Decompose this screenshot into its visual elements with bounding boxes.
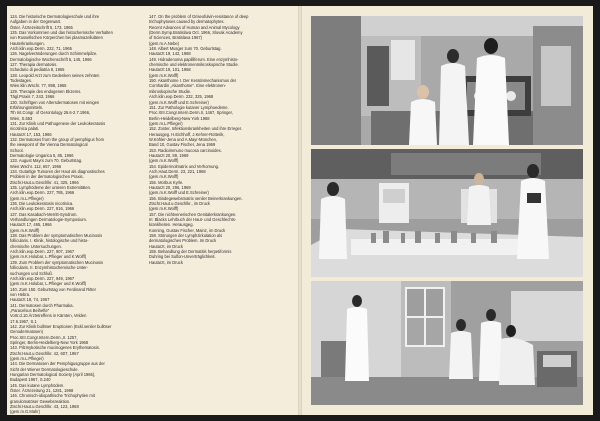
publication-line: Vortr.d.10.Ärztetreffens in Kärnten, Velden	[10, 313, 87, 319]
publication-line: 149. Hidradenoma papilliferum. Eine enzymhisto-	[149, 56, 239, 62]
clinic-treatment-room-photo	[311, 281, 583, 405]
publication-line: Problem in der dermatologischen Praxis.	[10, 174, 84, 180]
publication-line: (gem.m.K.Wolff)	[149, 174, 179, 180]
publication-line: 124. Die historische Dermatologieschule und ihre	[10, 14, 100, 19]
publication-line: Ztschr.Haut.u.Geschlkr. 41, 325, 1966	[10, 179, 79, 185]
publication-line: 150. Akanthome I. Der Keratinmechanismus der	[149, 78, 237, 84]
publication-line: 125. Das Vorkommen und das histochemische Verhalten	[10, 30, 113, 36]
publication-line: 17.6.1967, S.1	[10, 318, 37, 324]
publication-line: 142. Zur Klinik bullöser Eruptionen (Exkl.seniler bullöser	[10, 323, 112, 329]
publication-line: Hauterkrankungen.	[10, 40, 45, 46]
publication-line: 159. Behandlung der Dermatitis herpetiformis	[149, 249, 232, 255]
publication-line: 143. Pilzmykotische mucinogenes Erythematosis.	[10, 345, 100, 351]
publication-line: Hautarzt, im Druck	[149, 259, 183, 265]
publication-line: W.Köhler-Jena und A.Mayr-München,	[149, 136, 218, 142]
publication-line: Dermatologische Wochenschrift 5, 145, 1966	[10, 56, 92, 62]
publication-line: Erfahrungsmitteln.	[10, 104, 44, 110]
publication-line: (gem.m.L.Pflieger)	[149, 120, 183, 126]
publication-line: follicularis. I. Klinik, histologische und histo-	[10, 238, 89, 244]
publication-line: Hautarzt 19, 142, 1968	[149, 51, 191, 57]
publication-line: 153. Radioimmuno mucosa carcinoides.	[149, 147, 222, 153]
publication-list-column-left	[10, 14, 146, 415]
publication-line: granulomatöser Gewebsreaktion.	[10, 398, 71, 404]
publication-line: Genodermatosen)	[10, 329, 43, 335]
publication-line: 155. Morbus Kyrle.	[149, 179, 184, 185]
publication-line: krankheiten. Herausgeg.	[149, 222, 194, 228]
publication-line: Schedario di pediatria 8, 1965	[10, 67, 65, 73]
publication-line: 137. Das Kasabach-Merritt-Syndrom.	[10, 211, 78, 217]
publication-line: Ztschr.Haut.u.Geschlkr., im Druck	[149, 201, 210, 207]
publication-line: 152. Zoster, Infektionskrankheiten und ihre Erreger.	[149, 126, 243, 132]
publication-line: Aufgaben in der Gegenwart.	[10, 19, 62, 25]
publication-line: „Paracelsus Beihefte"	[10, 307, 50, 313]
publication-line: Hautarzt 17, 465, 1966	[10, 222, 52, 228]
publication-line: Cornhardin „Akanthome". Eine elektronen-	[149, 83, 227, 89]
publication-line: (gem.m.K.Wolff und E.Schreiner)	[149, 190, 209, 196]
publication-line: 7th Int.Congr. of Gerontology 26.6-2.7.1966,	[10, 110, 91, 116]
publication-line: the viewpoint of the Vienna Dermatological	[10, 142, 88, 148]
left-page	[7, 6, 298, 415]
publication-line: mikroskopische Studie.	[149, 88, 192, 94]
laboratory-bench-photo	[311, 149, 583, 277]
publication-line: 129. Therapie des endogenen Ekzems.	[10, 88, 82, 94]
publication-line: 134. Gutartige Tumoren der Haut als diagnostisches	[10, 168, 105, 174]
publication-line: Hungarian Dermatological Society (April 1965),	[10, 372, 96, 378]
publication-line: 135. Lymphödeme der unteren Extremitäten.	[10, 185, 92, 190]
publication-line: 140. Zum 150. Geburtstag von Ferdinand Ritter	[10, 286, 97, 292]
publication-line: Wien.klin.Wschr. 77, 898, 1965	[10, 83, 67, 89]
brochure-spread	[7, 6, 593, 415]
publication-line: 157. Die nichtvenerischen Genitalerkrankungen.	[149, 211, 237, 217]
publication-line: of Sciences, Bratislava 1967)	[149, 35, 203, 41]
publication-line: 133. August Mayrs zum 70. Geburtstag.	[10, 158, 83, 164]
publication-line: Wien, S.553	[10, 115, 33, 121]
publication-line: 139. Zum Problem der symptomatischen Mucinosis	[10, 259, 104, 265]
publication-line: Arch.Haut.Derm. 23, 221, 1968	[149, 168, 206, 174]
publication-line: (gem.m.K.Holubar, L.Pflieger und K.Wolff)	[10, 281, 87, 287]
publication-line: School.	[10, 147, 24, 153]
publication-line: (gem.m.K.Holubar, L.Pflieger und K.Wolff)	[10, 254, 87, 260]
publication-line: Sicht der Wiener Dermatologieschule.	[10, 366, 79, 372]
publication-line: (gem.m.K.Wolff)	[149, 158, 179, 164]
publication-line: 158. Störungen der Lymphzirkulation als	[149, 233, 223, 239]
publication-line: Dermatologie Ungarica 5, 85, 1966	[10, 152, 74, 158]
publication-line: 132. Dermatoses from the group of pemphigus from	[10, 136, 104, 142]
publication-line: 127. Therapia dermatosis.	[10, 62, 58, 68]
publication-list-column-right	[149, 14, 293, 265]
publication-line: 138. Das Problem der symptomatischen Mucinosis	[10, 233, 103, 239]
publication-line: Proc.XIII.Congr.Intern.Derm.,II. 1257,	[10, 334, 78, 340]
publication-line: Springer, Berlin-Heidelberg-New York 1968	[10, 339, 89, 345]
publication-line: Hautarzt, im Druck	[149, 243, 183, 249]
publication-line: Konning, Gustav Fischer, Mainz, im Druck	[149, 227, 226, 233]
publication-line: Tägl.Praxis 7, 243, 1966	[10, 94, 55, 100]
publication-line: 147. On the problem of Griseofulvin-resistance of deep	[149, 14, 249, 19]
publication-line: Verhandlungen Dermatologie-Symposium.	[10, 217, 87, 223]
publication-line: Ztschr.Haut.u.Geschlkr. 42, 607, 1967	[10, 350, 79, 356]
publication-line: Arch.klin.exp.Derm. 227, 816, 1966	[10, 206, 75, 212]
publication-line: (Derm.Symp.Bratislava Oct. 1966, Slovak Academy	[149, 30, 243, 36]
microscope-lab-photo	[311, 16, 583, 145]
publication-line: 144. Die Dermatosen der Pemphigusgruppe aus der	[10, 361, 105, 367]
publication-line: (gem.m.K.Wolff)	[10, 227, 40, 233]
publication-line: Band 10, Gustav Fischer, Jena 1969	[149, 142, 216, 148]
publication-line: Arch.klin.exp.Derm. 227, 949, 1967	[10, 275, 75, 281]
publication-line: Öster. Ärztezeitschrift 5, 173, 1965	[10, 24, 73, 30]
publication-line: 151. Zur Pathologie kutaner Lymphoedeme.	[149, 104, 229, 110]
publication-line: 145. Das kutane Lymphödem.	[10, 382, 65, 388]
publication-line: Berlin-Heidelberg-New York 1968	[149, 115, 210, 121]
publication-line: (gem.m.K.Wolff)	[149, 72, 179, 78]
publication-line: Wien.Wschr. 112, 657, 1966	[10, 163, 62, 169]
publication-line: Öster. Ärztezeitung 21, 1281, 1968	[10, 388, 74, 394]
publication-line: (gem.m.L.Pflieger)	[10, 195, 44, 201]
publication-line: (gem.m.K.Wolff)	[149, 206, 179, 212]
publication-line: suchungen und Schluß.	[10, 270, 54, 276]
publication-line: Hautarzt 20, 296, 1969	[149, 185, 191, 190]
publication-line: von Hebra.	[10, 291, 31, 297]
publication-line: 126. Nagelveränderungen durch Schimmelpilze.	[10, 51, 98, 57]
publication-line: dermatologisches Problem. Im Druck	[149, 238, 217, 244]
publication-line: chemische Untersuchungen.	[10, 243, 62, 249]
publication-line: Hautarzt 19, 101, 1968	[149, 67, 191, 73]
publication-line: (gem.m.L.Pflieger)	[10, 356, 44, 361]
publication-line: 146. Chronisch-idiopathische Trichophytien mit	[10, 393, 95, 399]
publication-line: Herausgeg. H.Eichhoff, J.Kehrer-Rotterik,	[149, 131, 225, 137]
publication-line: (gem.m.G.Mahr)	[10, 409, 41, 415]
publication-line: Duhring bei Sulfon-Unverträglichkeit.	[149, 254, 216, 260]
publication-line: Arch.klin.exp.Derm. 232, 325, 1968	[149, 94, 214, 100]
publication-line: trichophytoses caused by dermatophytes.	[149, 19, 225, 25]
right-page	[302, 6, 593, 415]
publication-line: Ztschr.Haut.u.Geschlkr. 43, 123, 1968	[10, 404, 79, 410]
publication-line: Arch.klin.exp.Derm. 222, 71, 1965	[10, 46, 72, 52]
publication-line: Arch.klin.exp.Derm. 227, 907, 1967	[10, 249, 75, 255]
publication-line: Hautarzt 17, 153, 1966	[10, 131, 52, 137]
publication-line: Budapest 1967, S.240	[10, 377, 51, 383]
publication-line: Hautarzt 20, 89, 1969	[149, 152, 189, 158]
publication-line: Hautarzt 18, 74, 1967	[10, 297, 50, 303]
publication-line: 131. Zur Klinik und Pathogenese der Leukokeratosis	[10, 120, 106, 126]
publication-line: 148. Albert Musger zum 70. Geburtstag.	[149, 46, 222, 52]
publication-line: 141. Dermatosen durch Pharmaka.	[10, 302, 74, 308]
publication-line: Recent Advances of Human and Animal Mycology	[149, 24, 240, 30]
publication-line: 156. Bindegewebsmatrix seniler Beinerkrankungen.	[149, 195, 243, 201]
publication-line: 128. Leopold Arzt zum Gedenken seines zehnten	[10, 72, 100, 78]
publication-line: chemische und elektronenmikroskopische Studie.	[149, 62, 239, 68]
publication-line: (gem.m.A.Nebe)	[149, 40, 180, 46]
publication-line: 130. Schriftgen von Altersdermatosen mit einigen	[10, 99, 100, 105]
publication-line: 136. Die Leukokeratosis nicotinica.	[10, 201, 74, 207]
publication-line: Arch.klin.exp.Derm. 227, 785, 1966	[10, 190, 75, 196]
publication-line: In: Blacks Lehrbuch der Haut- und Geschlechts-	[149, 217, 237, 223]
publication-line: Proc.XIII.Congr.Intern.Derm.II, 1467, Springer,	[149, 110, 233, 116]
publication-line: 154. Epidermolmatrix und Verhornung.	[149, 163, 220, 169]
publication-line: (gem.m.K.Wolff und E.Schreiner)	[149, 99, 209, 105]
publication-line: Todestages.	[10, 78, 33, 84]
publication-line: nicotinica palati.	[10, 126, 40, 132]
publication-line: von Russellschen Körperchen bei plasmazellulären	[10, 35, 103, 41]
publication-line: follicularis. II. Enzymhistochemische Unter-	[10, 265, 89, 271]
